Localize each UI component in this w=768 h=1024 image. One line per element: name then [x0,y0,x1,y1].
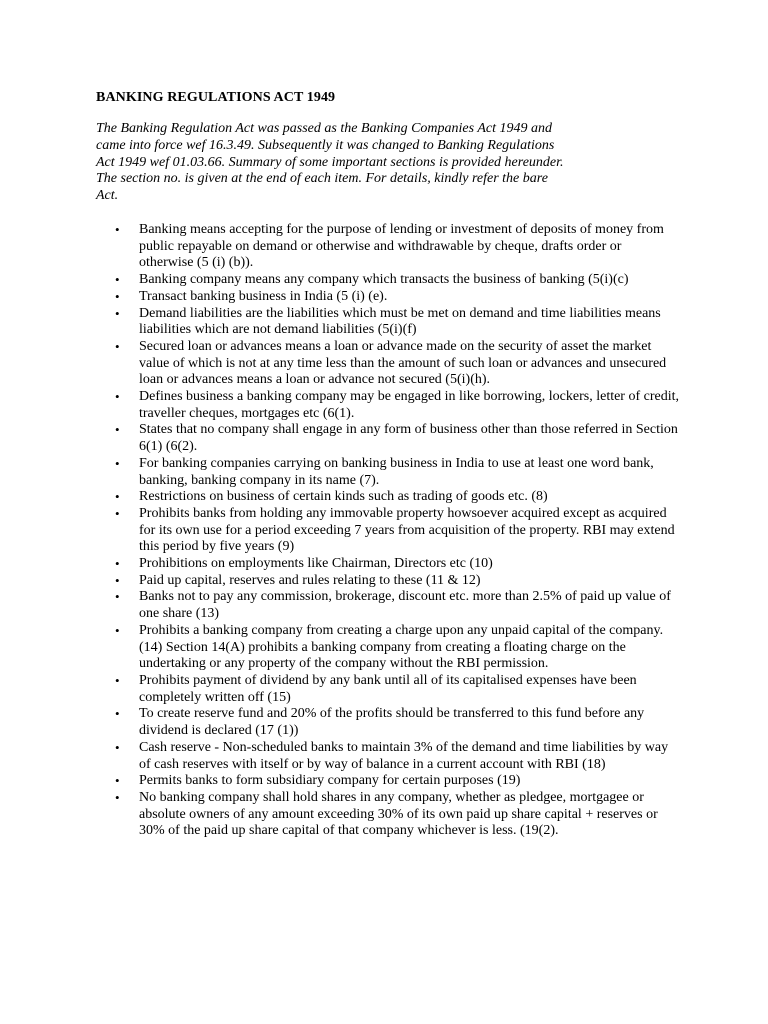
bullet-icon: • [115,572,120,588]
list-item [0,623,679,673]
list-item-text: Cash reserve - Non-scheduled banks to maintain 3% of the demand and time liabilities by way of cash reserves with itself or by way of balance in a current account with RBI (18) [139,739,669,772]
bullet-icon: • [115,505,120,521]
list-item-text: Demand liabilities are the liabilities which must be met on demand and time liabilities means liabilities which are not demand liabilities (5(i)(f) [139,305,661,338]
list-item-text: States that no company shall engage in any form of business other than those referred in Section 6(1) (6(2). [139,422,678,455]
list-item-text: Restrictions on business of certain kinds such as trading of goods etc. (8) [139,489,548,505]
list-item-text: To create reserve fund and 20% of the profits should be transferred to this fund before any dividend is declared (17 (1)) [139,706,645,739]
bullet-icon: • [115,773,120,789]
list-item [0,289,679,306]
bullet-icon: • [115,556,120,572]
bullet-icon: • [115,222,120,237]
bullet-icon: • [115,389,120,405]
list-item [0,773,679,790]
list-item [0,389,679,422]
list-item-text: Defines business a banking company may be engaged in like borrowing, lockers, letter of credit, traveller cheques, mortgages etc (6(1). [139,389,680,421]
bullet-icon: • [115,589,120,605]
list-item [0,790,679,840]
list-item [0,272,679,289]
list-item [0,456,679,489]
bullet-icon: • [115,272,120,288]
list-item-text: Permits banks to form subsidiary company for certain purposes (19) [139,773,521,789]
list-item-text: Paid up capital, reserves and rules relating to these (11 & 12) [139,572,481,588]
list-item-text: For banking companies carrying on banking business in India to use at least one word bank, banking, banking company in its name (7). [139,455,654,488]
bullet-icon: • [115,288,120,304]
list-item [0,556,679,573]
bullet-icon: • [115,706,120,722]
list-item [0,706,679,739]
bullet-icon: • [115,739,120,755]
list-item-text: Prohibits a banking company from creating a charge upon any unpaid capital of the company. (14) Section 14(A) prohibits a banking company from creating a floating charge on the undertaking or any property of the company without the RBI permission. [139,622,664,672]
list-item [0,422,679,455]
list-item-text: Prohibits banks from holding any immovable property howsoever acquired except as acquired for its own use for a period exceeding 7 years from acquisition of the property. RBI may extend this period by five years (9) [139,505,675,555]
list-item-text: Banking means accepting for the purpose of lending or investment of deposits of money from public repayable on demand or otherwise and withdrawable by cheque, drafts order or otherwise (5 (i) (b)). [139,222,664,271]
list-item [0,589,679,622]
list-item-text: Prohibits payment of dividend by any bank until all of its capitalised expenses have been completely written off (15) [139,672,637,705]
list-item [0,489,679,506]
list-item [0,306,679,339]
bullet-icon: • [115,789,120,805]
list-item [0,222,679,272]
list-item-text: Transact banking business in India (5 (i) (e). [139,288,388,304]
list-item [0,673,679,706]
bullet-icon: • [115,489,120,505]
list-item [0,506,679,556]
list-item-text: Banking company means any company which transacts the business of banking (5(i)(c) [139,272,629,288]
list-item-text: Prohibitions on employments like Chairman, Directors etc (10) [139,556,493,572]
list-item [0,573,679,590]
document-title: BANKING REGULATIONS ACT 1949 [96,90,336,105]
list-item-text: No banking company shall hold shares in any company, whether as pledgee, mortgagee or absolute owners of any amount exceeding 30% of its own paid up share capital + reserves or 30% of the paid up share capital of that company whichever is less. (19(2). [139,789,658,839]
bullet-icon: • [115,672,120,688]
list-item [0,339,679,389]
bullet-icon: • [115,338,120,354]
intro-paragraph: The Banking Regulation Act was passed as the Banking Companies Act 1949 and came into force wef 16.3.49. Subsequently it was changed to Banking Regulations Act 1949 wef 01.03.66. Summary of some important sections is provided hereunder. The section no. is given at the end of each item. For details, kindly refer the bare Act. [96,121,564,204]
bullet-icon: • [115,622,120,638]
list-item-text: Secured loan or advances means a loan or advance made on the security of asset the market value of which is not at any time less than the amount of such loan or advances and unsecured loan or advances means a loan or advance not secured (5(i)(h). [139,338,667,388]
list-item-text: Banks not to pay any commission, brokerage, discount etc. more than 2.5% of paid up value of one share (13) [139,589,671,622]
bullet-icon: • [115,305,120,321]
bullet-icon: • [115,422,120,438]
bullet-icon: • [115,455,120,471]
list-item [0,740,679,773]
sections-list [0,222,768,840]
